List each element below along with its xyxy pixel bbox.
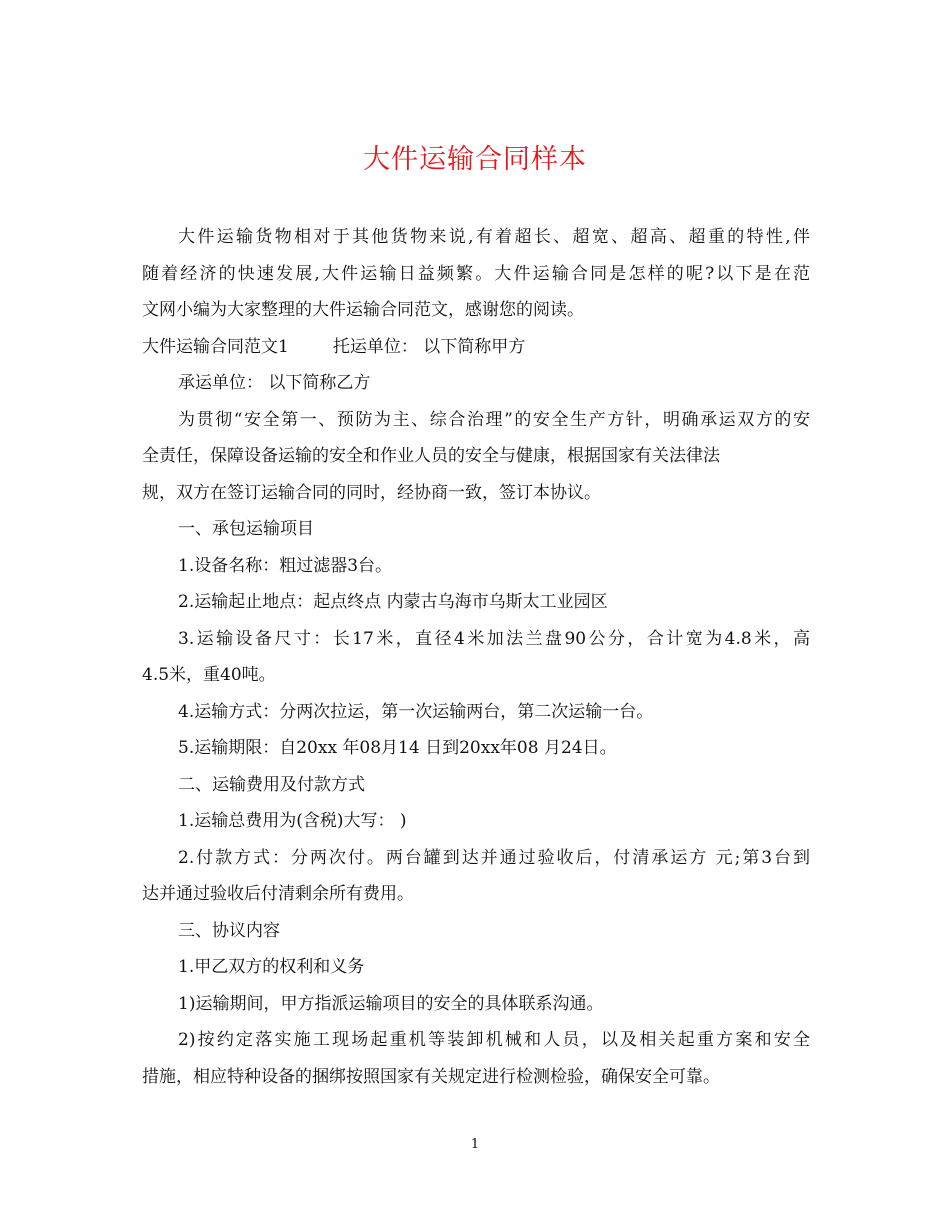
paragraph-line: 文网小编为大家整理的大件运输合同范文，感谢您的阅读。 xyxy=(142,300,584,320)
paragraph-line: 1)运输期间，甲方指派运输项目的安全的具体联系沟通。 xyxy=(178,993,604,1014)
page-number: 1 xyxy=(470,1137,480,1152)
paragraph-line: 3.运输设备尺寸：长17米，直径4米加法兰盘90公分，合计宽为4.8米，高 xyxy=(178,628,810,649)
paragraph-line: 措施，相应特种设备的捆绑按照国家有关规定进行检测检验，确保安全可靠。 xyxy=(142,1066,720,1087)
paragraph-line: 2.付款方式：分两次付。两台罐到达并通过验收后，付清承运方 元;第3台到 xyxy=(178,847,810,868)
paragraph-line: 随着经济的快速发展,大件运输日益频繁。大件运输合同是怎样的呢?以下是在范 xyxy=(142,263,810,284)
sample-heading: 大件运输合同范文1 xyxy=(142,336,289,357)
section-heading: 一、承包运输项目 xyxy=(178,519,314,539)
paragraph-line: 4.运输方式：分两次拉运，第一次运输两台，第二次运输一台。 xyxy=(178,701,654,722)
paragraph-line: 达并通过验收后付清剩余所有费用。 xyxy=(142,884,414,904)
consignor-line: 托运单位： 以下简称甲方 xyxy=(332,336,526,357)
paragraph-line: 1.运输总费用为(含税)大写： ) xyxy=(178,811,407,831)
paragraph-line: 规，双方在签订运输合同的同时，经协商一致，签订本协议。 xyxy=(142,482,601,503)
paragraph-line xyxy=(142,329,810,366)
document-body xyxy=(142,219,810,1095)
paragraph-line: 2)按约定落实施工现场起重机等装卸机械和人员，以及相关起重方案和安全 xyxy=(178,1030,810,1050)
paragraph-line: 大件运输货物相对于其他货物来说,有着超长、超宽、超高、超重的特性,伴 xyxy=(178,227,810,247)
section-heading: 二、运输费用及付款方式 xyxy=(178,774,365,795)
paragraph-line: 为贯彻“安全第一、预防为主、综合治理”的安全生产方针，明确承运双方的安 xyxy=(178,409,810,430)
document-title: 大件运输合同样本 xyxy=(363,144,587,175)
paragraph-line: 1.甲乙双方的权利和义务 xyxy=(178,957,365,977)
paragraph-line: 4.5米，重40吨。 xyxy=(142,665,276,685)
paragraph-line: 5.运输期限：自20xx 年08月14 日到20xx年08 月24日。 xyxy=(178,738,617,758)
paragraph-line: 1.设备名称：粗过滤器3台。 xyxy=(178,555,393,576)
paragraph-line: 2.运输起止地点：起点终点 内蒙古乌海市乌斯太工业园区 xyxy=(178,592,608,612)
paragraph-line: 全责任，保障设备运输的安全和作业人员的安全与健康，根据国家有关法律法 xyxy=(142,446,720,466)
section-heading: 三、协议内容 xyxy=(178,920,280,941)
paragraph-line: 承运单位： 以下简称乙方 xyxy=(178,373,371,393)
